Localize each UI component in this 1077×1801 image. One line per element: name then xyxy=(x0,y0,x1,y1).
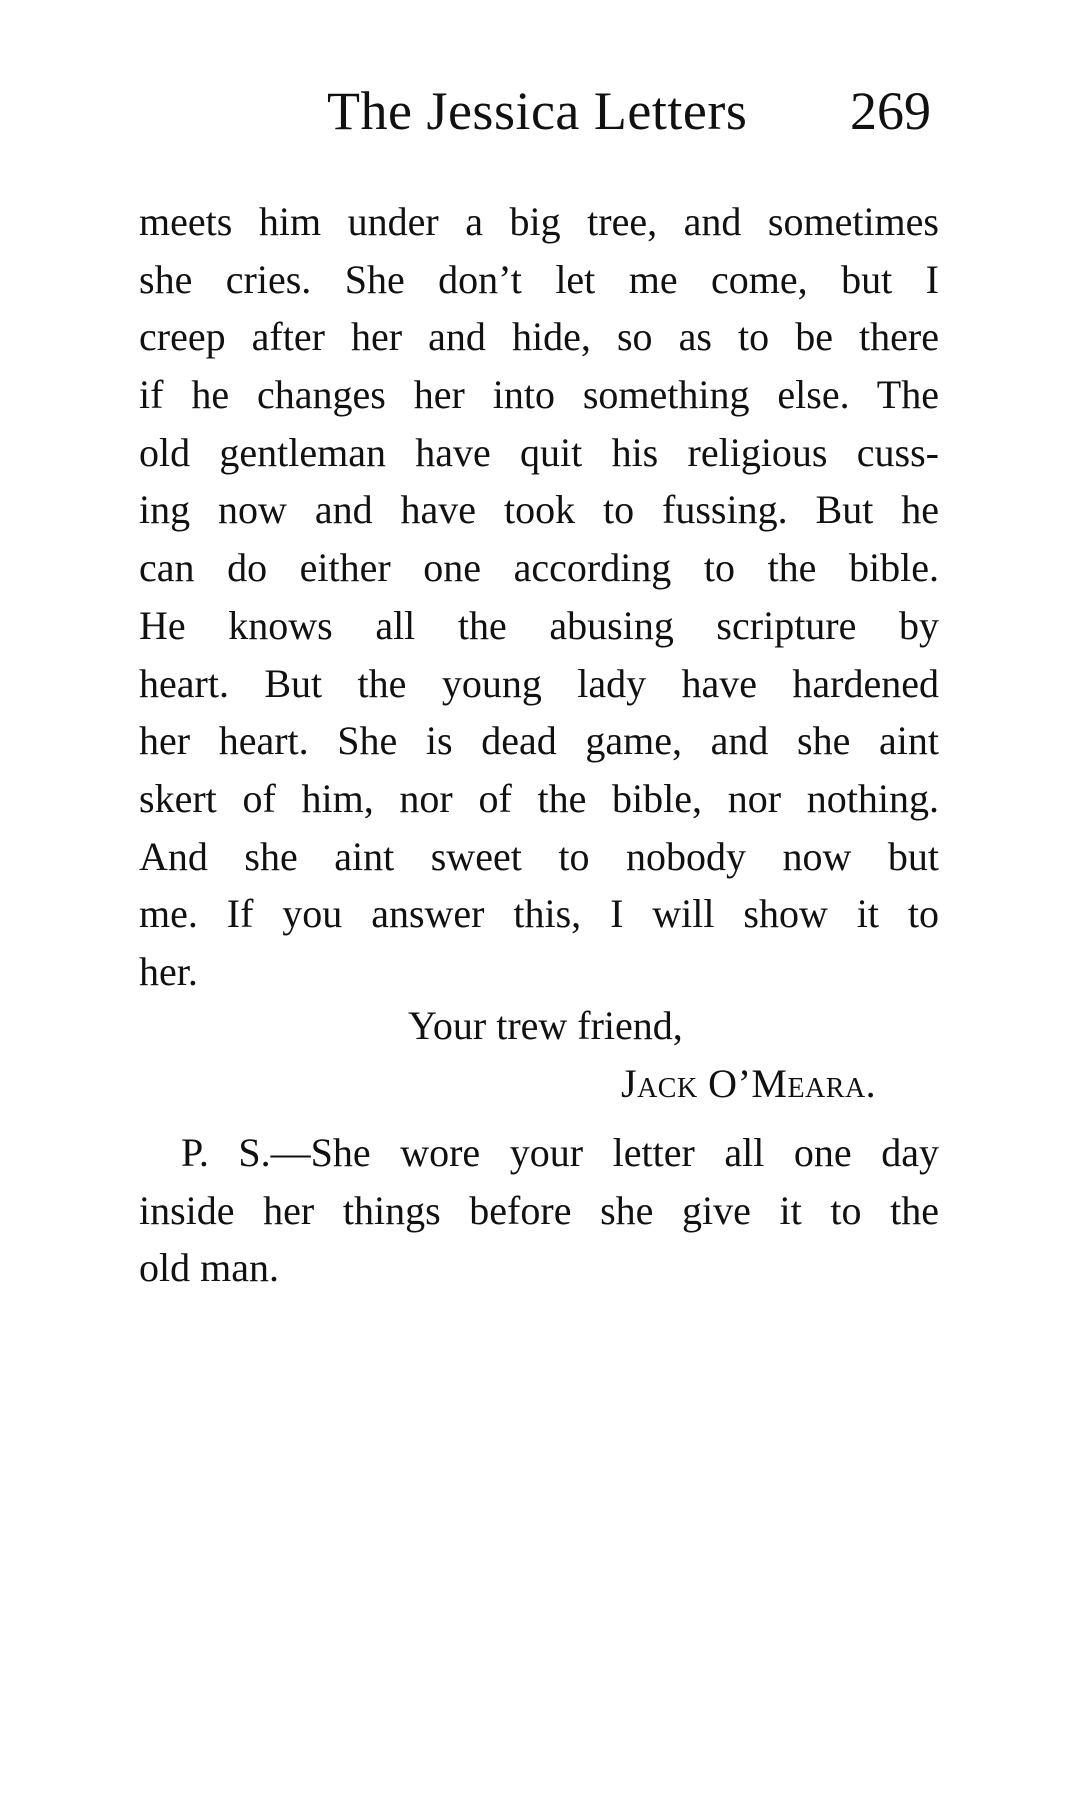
letter-signature: Jack O’Meara. xyxy=(621,1061,877,1106)
body-line: her heart. She is dead game, and she aint xyxy=(139,718,939,764)
body-line: old gentleman have quit his religious cuss- xyxy=(139,429,939,475)
body-line: creep after her and hide, so as to be there xyxy=(139,314,939,360)
body-line: He knows all the abusing scripture by xyxy=(139,602,939,648)
postscript-line: P. S.—She wore your letter all one day xyxy=(181,1130,939,1175)
letter-body xyxy=(139,193,939,1001)
postscript-line: old man. xyxy=(139,1245,279,1291)
page-header xyxy=(0,80,1077,150)
letter-closing: Your trew friend, xyxy=(408,1003,683,1048)
body-line: can do either one according to the bible. xyxy=(139,545,939,591)
postscript-line: inside her things before she give it to the xyxy=(139,1187,939,1233)
body-line: heart. But the young lady have hardened xyxy=(139,660,939,706)
body-line: she cries. She don’t let me come, but I xyxy=(139,256,939,302)
body-line: ing now and have took to fussing. But he xyxy=(139,487,939,533)
body-line: meets him under a big tree, and sometimes xyxy=(139,199,939,244)
body-line: skert of him, nor of the bible, nor nothing. xyxy=(139,775,939,821)
body-line: And she aint sweet to nobody now but xyxy=(139,833,939,879)
body-line: her. xyxy=(139,948,198,994)
postscript xyxy=(139,1124,939,1297)
body-line: me. If you answer this, I will show it to xyxy=(139,891,939,937)
page-number: 269 xyxy=(850,81,931,141)
running-title: The Jessica Letters xyxy=(327,81,748,141)
body-line: if he changes her into something else. The xyxy=(139,372,939,418)
